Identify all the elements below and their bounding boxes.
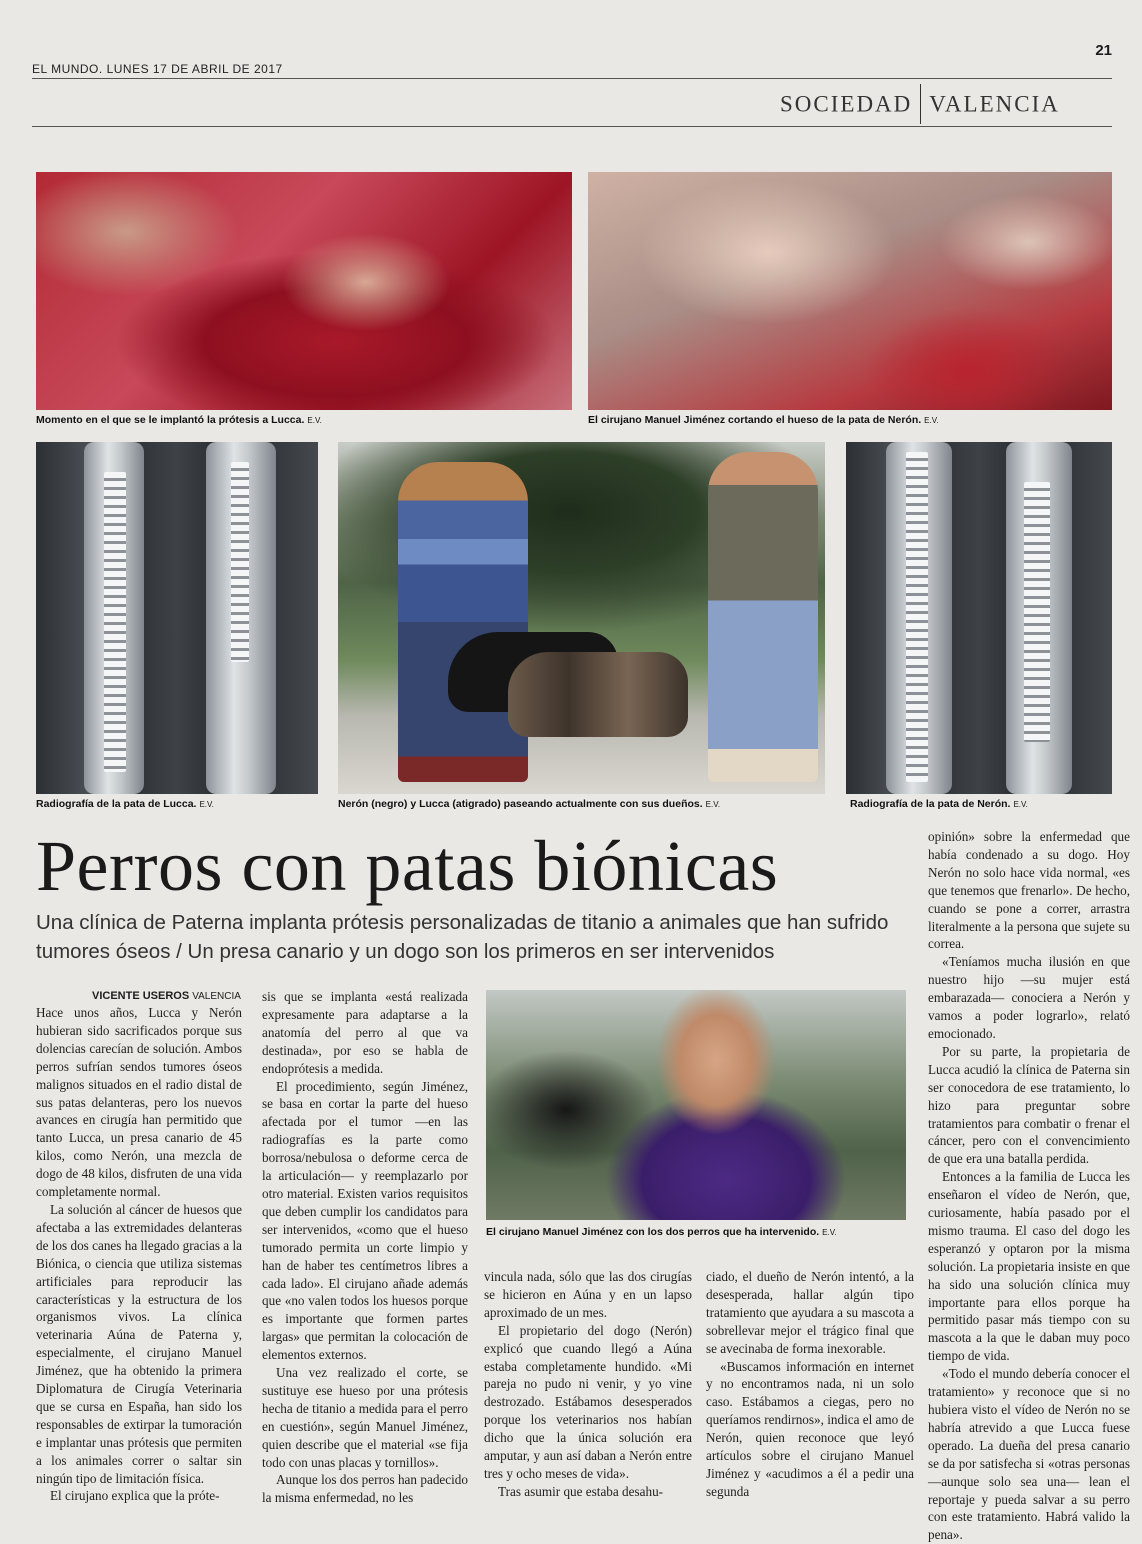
page-number: 21 [1095, 42, 1112, 59]
article-headline: Perros con patas biónicas [36, 826, 779, 906]
subsection-label: VALENCIA [929, 91, 1060, 117]
paragraph: El procedimiento, según Jiménez, se basa en cortar la parte del hueso afectada por el tumor —en las radiografías es la parte como borrosa/nebulosa o deforme cerca de la articulación— y reemplazarlo por otro material. Existen varios requisitos que deben cumplir los candidatos para ser intervenidos, «como que el hueso tumorado permita un corte limpio y han de haber tes centímetros libres a cada lado». El cirujano añade además que «no valen todos los huesos porque es importante que formen partes largas» que permitan la colocación de elementos externos. [262, 1078, 468, 1363]
article-column-4 [706, 1268, 914, 1501]
paragraph: Tras asumir que estaba desahu- [498, 1483, 664, 1499]
paragraph: vincula nada, sólo que las dos cirugías se hicieron en Aúna y en un lapso aproximado de un mes. [484, 1269, 692, 1320]
caption-vet [486, 1226, 837, 1238]
caption-text: Momento en el que se le implantó la prótesis a Lucca. [36, 414, 305, 426]
caption-text: Radiografía de la pata de Lucca. [36, 798, 197, 810]
caption-text: Nerón (negro) y Lucca (atigrado) paseando actualmente con sus dueños. [338, 798, 703, 810]
article-column-3 [484, 1268, 692, 1501]
paragraph: Por su parte, la propietaria de Lucca acudió la clínica de Paterna sin ser conocedora de ese tratamiento, lo hizo para preguntar sobre tratamientos para combatir o frenar el cáncer, pero con el convencimiento de que era una batalla perdida. [928, 1043, 1130, 1167]
paragraph: Una vez realizado el corte, se sustituye ese hueso por una prótesis hecha de titanio a medida para el perro en cuestión», según Manuel Jiménez, quien describe que el material «se fija todo con unas placas y tornillos». [262, 1365, 468, 1470]
photo-vet-with-dogs [486, 990, 906, 1220]
article-column-5 [928, 828, 1130, 1544]
photo-credit: E.V. [199, 800, 214, 809]
photo-credit: E.V. [924, 416, 939, 425]
xray-plate [1024, 482, 1050, 742]
article-column-2 [262, 988, 468, 1507]
paragraph: «Buscamos información en internet y no encontramos nada, ni un solo caso. Estábamos a ciegas, pero no queríamos rendirnos», indica el amo de Nerón, quien reconoce que leyó artículos sobre el cirujano Manuel Jiménez y «acudimos a él a pedir una segunda [706, 1358, 915, 1499]
caption-surgery-neron [588, 414, 939, 426]
author-name: VICENTE USEROS [92, 990, 190, 1002]
dog-lucca [508, 652, 688, 737]
paragraph: ciado, el dueño de Nerón intentó, a la desesperada, hallar algún tipo tratamiento que ayudara a su mascota a sobrellevar mejor el trágico final que se avecinaba de forma inexorable. [706, 1269, 914, 1356]
caption-text: El cirujano Manuel Jiménez con los dos perros que ha intervenido. [486, 1226, 820, 1238]
paragraph: Aunque los dos perros han padecido la misma enfermedad, no les [262, 1472, 468, 1506]
section-divider [920, 84, 921, 124]
photo-xray-neron [846, 442, 1112, 794]
xray-plate [231, 462, 249, 662]
paragraph: sis que se implanta «está realizada expresamente para adaptarse a la anatomía del perro al que va destinada», por eso se habla de endoprótesis a medida. [262, 989, 468, 1076]
photo-xray-lucca [36, 442, 318, 794]
paragraph: «Todo el mundo debería conocer el tratamiento» y reconoce que si no hubiera visto el vídeo de Nerón no se habría atrevido a que Lucca fuese operado. La dueña del presa canario se da por satisfecha si «otras personas —aunque solo sea una— lean el reportaje y pueda salvar a su perro con este tratamiento. Habrá valido la pena». [928, 1366, 1130, 1543]
caption-xray-lucca [36, 798, 214, 810]
byline [92, 990, 241, 1002]
article-subhead: Una clínica de Paterna implanta prótesis personalizadas de titanio a animales que han sufrido tumores óseos / Un presa canario y un dogo son los primeros en ser intervenidos [36, 911, 889, 963]
caption-walking [338, 798, 720, 810]
xray-plate [906, 452, 928, 782]
person-woman [708, 452, 818, 782]
paragraph: «Teníamos mucha ilusión en que nuestro hijo —su mujer está embarazada— conociera a Nerón y vamos a poder lograrlo», relató emocionado. [928, 954, 1130, 1041]
photo-credit: E.V. [822, 1228, 837, 1237]
section-rule [32, 126, 1112, 127]
section-header [780, 86, 1060, 126]
photo-credit: E.V. [1013, 800, 1028, 809]
article-column-1 [36, 1004, 242, 1505]
caption-surgery-lucca [36, 414, 322, 426]
photo-credit: E.V. [307, 416, 322, 425]
byline-location: VALENCIA [192, 991, 241, 1002]
photo-surgery-lucca [36, 172, 572, 410]
paragraph: El propietario del dogo (Nerón) explicó que cuando llegó a Aúna estaba completamente hundido. «Mi pareja no pudo ni venir, y yo vine destrozado. Estábamos desesperados porque los veterinarios nos habían dicho que la única solución era amputar, y aun así daban a Nerón entre tres y ocho meses de vida». [484, 1322, 692, 1481]
photo-credit: E.V. [705, 800, 721, 809]
paragraph: La solución al cáncer de huesos que afectaba a las extremidades delanteras de los dos canes ha llegado gracias a la Biónica, o ciencia que utiliza sistemas artificiales para reproducir las características y la estructura de los organismos vivos. La clínica veterinaria Aúna de Paterna y, especialmente, el cirujano Manuel Jiménez, que ha obtenido la primera Diplomatura de Cirugía Veterinaria que se cursa en España, han sido los responsables de extirpar la tumoración e implantar unas prótesis que permiten a los animales correr o saltar sin ningún tipo de limitación física. [36, 1201, 242, 1486]
top-rule [32, 78, 1112, 79]
paragraph: Entonces a la familia de Lucca les enseñaron el vídeo de Nerón, que, curiosamente, había pasado por el mismo trauma. El caso del dogo les esperanzó y optaron por la misma solución. La propietaria insiste en que ha sido una solución clínica muy importante para ellos porque ha permitido pasar más tiempo con su mascota a la que le daban muy poco tiempo de vida. [928, 1169, 1130, 1364]
date-line: EL MUNDO. LUNES 17 DE ABRIL DE 2017 [32, 62, 283, 76]
caption-text: El cirujano Manuel Jiménez cortando el hueso de la pata de Nerón. [588, 414, 922, 426]
caption-text: Radiografía de la pata de Nerón. [850, 798, 1011, 810]
paragraph: Hace unos años, Lucca y Nerón hubieran sido sacrificados porque sus dolencias carecían de solución. Ambos perros sufrían sendos tumores óseos malignos situados en el radio distal de sus patas delanteras, pero los nuevos avances en cirugía han permitido que tanto Lucca, un presa canario de 45 kilos, como Nerón, una mezcla de dogo de 48 kilos, disfruten de una vida completamente normal. [36, 1005, 242, 1200]
person-man [398, 462, 528, 782]
paragraph: opinión» sobre la enfermedad que había condenado a su dogo. Hoy Nerón no solo hace vida normal, «es que tenemos que frenarlo». De hecho, cuando se pone a correr, arrastra literalmente a la persona que sujete su correa. [928, 829, 1130, 952]
photo-surgery-neron [588, 172, 1112, 410]
section-label: SOCIEDAD [780, 91, 913, 117]
paragraph: El cirujano explica que la próte- [50, 1488, 220, 1504]
xray-plate [104, 472, 126, 772]
photo-walking-dogs [338, 442, 825, 794]
caption-xray-neron [850, 798, 1028, 810]
